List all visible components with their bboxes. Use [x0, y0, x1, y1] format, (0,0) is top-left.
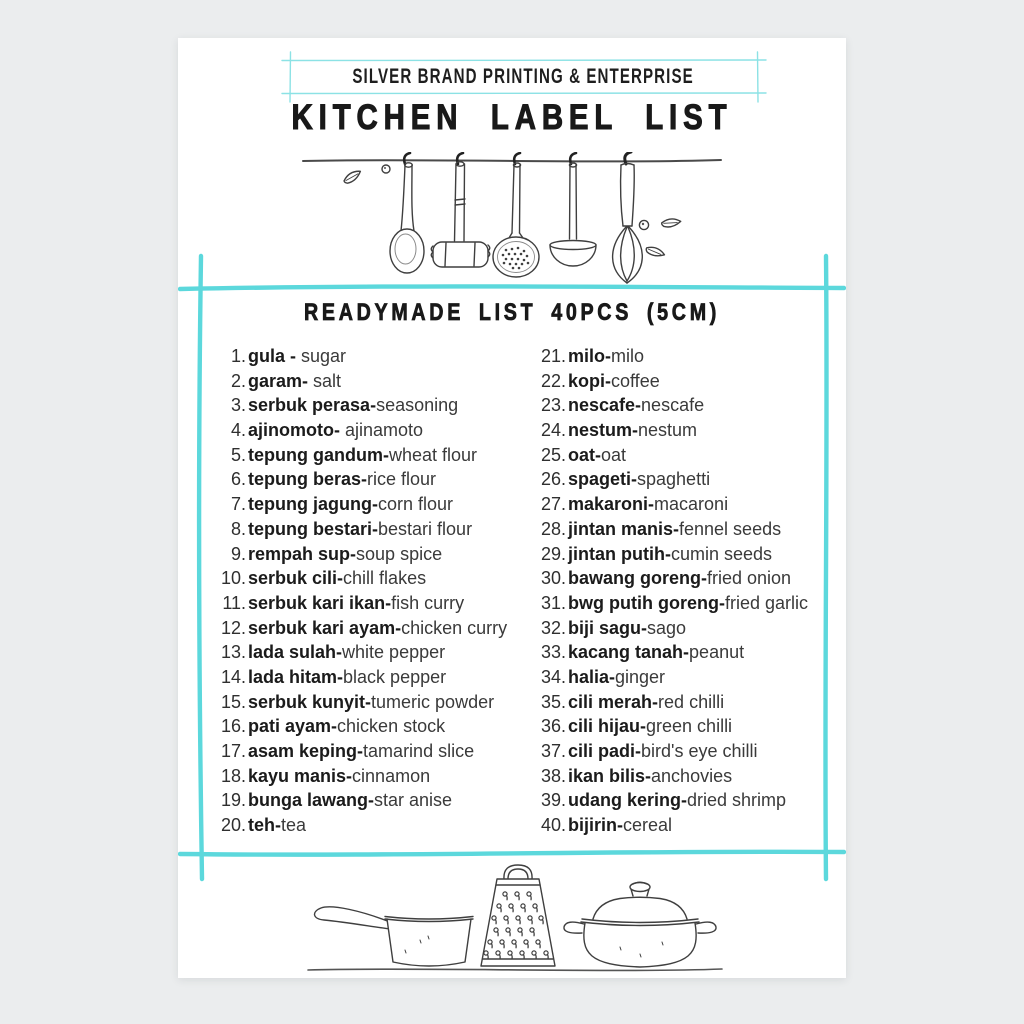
list-item	[530, 443, 830, 468]
list-item-malay: spageti-	[568, 469, 638, 490]
list-item-number: 4.	[230, 420, 246, 441]
list-item-malay: biji sagu-	[568, 617, 648, 638]
list-item-malay: serbuk cili-	[248, 568, 344, 589]
list-item-english: dried shrimp	[687, 790, 787, 811]
list-item-number: 27.	[540, 494, 566, 515]
list-item-malay: bunga lawang-	[248, 790, 374, 811]
list-item	[210, 640, 522, 665]
list-item-number: 5.	[230, 444, 246, 465]
list-item	[530, 393, 830, 418]
list-item-malay: jintan putih-	[568, 543, 671, 564]
list-item	[530, 788, 830, 813]
list-item	[210, 542, 522, 567]
list-item	[210, 344, 522, 369]
list-item-number: 33.	[540, 642, 566, 663]
list-item-english: chicken curry	[401, 617, 508, 638]
list-item-malay: teh-	[248, 815, 281, 836]
lidded-pot-icon	[564, 882, 716, 967]
list-item	[530, 467, 830, 492]
list-item-malay: bawang goreng-	[568, 568, 707, 589]
list-item-english: cumin seeds	[670, 543, 773, 564]
list-item	[210, 739, 522, 764]
list-item-number: 24.	[540, 420, 566, 441]
list-item-malay: cili padi-	[568, 741, 642, 761]
utensil-rail	[303, 160, 721, 161]
list-item	[210, 566, 522, 591]
list-item	[530, 591, 830, 616]
list-item-english: tamarind slice	[363, 741, 475, 761]
list-item	[530, 492, 830, 517]
list-item-number: 35.	[540, 691, 566, 712]
list-item-number: 9.	[230, 543, 246, 564]
list-item-english: bestari flour	[378, 518, 473, 539]
list-item-number: 6.	[230, 469, 246, 490]
list-item-number: 38.	[540, 765, 566, 786]
list-item-number: 13.	[220, 642, 246, 663]
leaf-icon	[645, 243, 665, 262]
list-item	[210, 443, 522, 468]
list-item-number: 23.	[540, 395, 566, 416]
list-item-english: rice flour	[367, 469, 437, 490]
list-item-english: seasoning	[376, 395, 459, 416]
wooden-spoon-icon	[390, 153, 424, 273]
list-item	[530, 739, 830, 764]
list-item-malay: garam-	[248, 370, 314, 391]
list-item	[210, 616, 522, 641]
list-item	[530, 714, 830, 739]
list-item	[210, 467, 522, 492]
list-item	[210, 517, 522, 542]
list-item-malay: jintan manis-	[568, 518, 680, 539]
list-item-malay: udang kering-	[568, 790, 688, 811]
list-item-malay: bwg putih goreng-	[568, 592, 725, 613]
list-item-malay: kacang tanah-	[568, 642, 690, 663]
list-column-left	[210, 344, 522, 838]
list-item-number: 40.	[540, 815, 566, 836]
saucepan-icon	[315, 907, 473, 966]
skimmer-icon	[493, 153, 539, 277]
list-item-number: 8.	[230, 518, 246, 539]
list-item-malay: tepung jagung-	[248, 494, 378, 515]
list-item-malay: kopi-	[568, 370, 611, 391]
list-item	[530, 517, 830, 542]
list-item-malay: cili hijau-	[568, 716, 647, 737]
list-item-malay: serbuk kari ayam-	[248, 617, 402, 638]
list-item-number: 30.	[540, 568, 566, 589]
list-item-malay: serbuk perasa-	[248, 395, 377, 416]
list-item-number: 22.	[540, 370, 566, 391]
list-item-english: corn flour	[377, 494, 454, 515]
brand-banner	[290, 60, 757, 94]
list-item-malay: rempah sup-	[248, 543, 357, 564]
list-item	[530, 369, 830, 394]
leaf-icon	[343, 171, 363, 184]
list-item-number: 25.	[540, 444, 566, 465]
list-item-malay: tepung bestari-	[248, 518, 379, 539]
list-item-english: bird's eye chilli	[641, 741, 758, 761]
list-item-english: wheat flour	[388, 444, 478, 465]
list-item-english: anchovies	[651, 765, 733, 786]
list-item-malay: lada hitam-	[248, 666, 344, 687]
list-item-english: red chilli	[658, 691, 725, 712]
list-item-english: chicken stock	[337, 716, 446, 737]
whisk-icon	[613, 152, 643, 283]
meat-mallet-icon	[431, 153, 490, 267]
list-item-number: 14.	[220, 666, 246, 687]
hanging-utensils-illustration	[297, 152, 727, 287]
list-item-malay: milo-	[568, 346, 611, 366]
list-item-number: 7.	[230, 494, 246, 515]
list-item	[530, 665, 830, 690]
list-item-number: 32.	[540, 617, 566, 638]
list-item-english: cinnamon	[352, 765, 431, 786]
list-item-number: 3.	[230, 395, 246, 416]
list-item	[530, 690, 830, 715]
list-item-malay: serbuk kunyit-	[248, 691, 372, 712]
ladle-icon	[550, 153, 596, 266]
list-item-english: ajinamoto	[345, 420, 424, 441]
list-item-english: fried garlic	[724, 592, 808, 613]
list-item-english: spaghetti	[637, 469, 711, 490]
list-item-number: 21.	[540, 346, 566, 366]
list-item-number: 29.	[540, 543, 566, 564]
list-item	[530, 542, 830, 567]
list-item-english: nestum	[638, 420, 698, 441]
list-item-malay: asam keping-	[248, 741, 364, 761]
list-item	[530, 813, 830, 838]
list-item	[210, 690, 522, 715]
poster-card	[178, 38, 846, 978]
list-item-malay: bijirin-	[568, 815, 623, 836]
list-item-english: fennel seeds	[679, 518, 782, 539]
list-item-malay: ikan bilis-	[568, 765, 652, 786]
list-item-malay: ajinomoto-	[248, 420, 345, 441]
list-item	[210, 369, 522, 394]
list-item-number: 16.	[220, 716, 246, 737]
cookware-illustration	[300, 862, 730, 977]
list-column-right	[530, 344, 830, 838]
list-item-english: salt	[313, 370, 342, 391]
list-item-english: fish curry	[391, 592, 465, 613]
list-item-number: 18.	[220, 765, 246, 786]
list-item-english: sago	[647, 617, 687, 638]
list-item-english: soup spice	[356, 543, 443, 564]
list-item-english: tea	[281, 815, 307, 836]
list-item	[210, 492, 522, 517]
list-item-english: tumeric powder	[371, 691, 495, 712]
list-item-english: green chilli	[646, 716, 733, 737]
list-item-english: white pepper	[342, 642, 446, 663]
list-item	[210, 665, 522, 690]
list-item-english: oat	[601, 444, 627, 465]
list-item-malay: pati ayam-	[248, 716, 338, 737]
list-item-malay: halia-	[568, 666, 616, 687]
list-item-english: black pepper	[343, 666, 447, 687]
brand-name: SILVER BRAND PRINTING & ENTERPRISE	[352, 65, 695, 88]
list-item-malay: cili merah-	[568, 691, 659, 712]
list-item	[530, 566, 830, 591]
list-item-english: milo	[611, 346, 645, 366]
list-item	[530, 616, 830, 641]
list-item-english: star anise	[374, 790, 453, 811]
list-item-number: 37.	[540, 741, 566, 761]
list-item	[210, 418, 522, 443]
list-item-number: 15.	[220, 691, 246, 712]
list-item-english: coffee	[611, 370, 660, 391]
list-item	[210, 591, 522, 616]
list-item-malay: gula -	[248, 346, 301, 366]
list-item-english: macaroni	[654, 494, 729, 515]
list-item-number: 19.	[220, 790, 246, 811]
list-item-english: sugar	[301, 346, 347, 366]
list-item-number: 28.	[540, 518, 566, 539]
list-item-number: 17.	[220, 741, 246, 761]
leaf-icon	[661, 216, 681, 230]
list-item-english: nescafe	[641, 395, 705, 416]
list-item-malay: tepung beras-	[248, 469, 368, 490]
list-item	[530, 418, 830, 443]
list-item-english: fried onion	[707, 568, 792, 589]
list-item-number: 31.	[540, 592, 566, 613]
berry-icon	[382, 165, 390, 173]
list-item-number: 10.	[220, 568, 246, 589]
list-item-number: 2.	[230, 370, 246, 391]
list-item-english: peanut	[689, 642, 745, 663]
list-item	[210, 714, 522, 739]
list-item-malay: makaroni-	[568, 494, 655, 515]
ground-line	[308, 969, 722, 970]
list-item	[210, 788, 522, 813]
list-item-english: ginger	[615, 666, 666, 687]
list-item-malay: serbuk kari ikan-	[248, 592, 392, 613]
list-heading: READYMADE LIST 40PCS (5CM)	[303, 299, 721, 326]
list-item-number: 1.	[230, 346, 246, 366]
list-item-malay: tepung gandum-	[248, 444, 389, 465]
list-item	[210, 813, 522, 838]
list-item-malay: kayu manis-	[248, 765, 353, 786]
list-item-number: 11.	[222, 592, 246, 613]
list-item	[210, 393, 522, 418]
list-item-number: 39.	[540, 790, 566, 811]
list-item	[530, 764, 830, 789]
list-item	[210, 764, 522, 789]
list-item-number: 34.	[540, 666, 566, 687]
list-item-english: chill flakes	[343, 568, 427, 589]
list-item	[530, 344, 830, 369]
list-item-malay: lada sulah-	[248, 642, 343, 663]
berry-icon	[639, 220, 648, 229]
list-item-number: 20.	[220, 815, 246, 836]
list-item-malay: oat-	[568, 444, 601, 465]
list-item-number: 12.	[220, 617, 246, 638]
list-item-malay: nestum-	[568, 420, 639, 441]
list-item-malay: nescafe-	[568, 395, 642, 416]
page-title: KITCHEN LABEL LIST	[291, 98, 733, 137]
list-item-english: cereal	[623, 815, 673, 836]
list-item-number: 26.	[540, 469, 566, 490]
list-item-number: 36.	[540, 716, 566, 737]
list-item	[530, 640, 830, 665]
